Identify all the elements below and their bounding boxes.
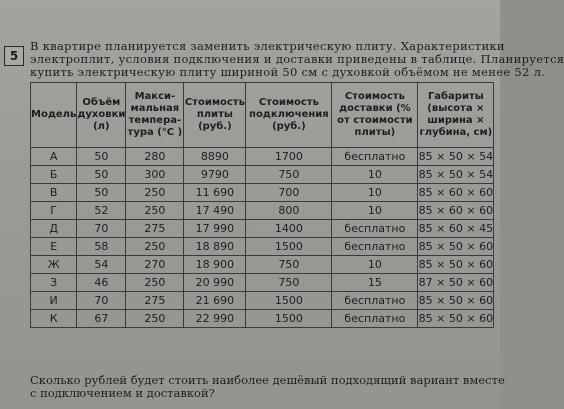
task-number: 5 [4, 46, 24, 66]
cell-connection: 1500 [246, 292, 332, 310]
cell-dimensions: 87 × 50 × 60 [418, 274, 494, 292]
cell-volume: 50 [77, 184, 126, 202]
cell-delivery: 10 [332, 184, 418, 202]
intro-line: В квартире планируется заменить электрическую плиту. Характеристики [30, 39, 505, 53]
cell-model: Д [31, 220, 77, 238]
cell-temperature: 270 [126, 256, 184, 274]
header-volume: Объём духовки (л) [77, 83, 126, 148]
cell-dimensions: 85 × 60 × 60 [418, 202, 494, 220]
cell-price: 20 990 [184, 274, 246, 292]
cell-delivery: 10 [332, 256, 418, 274]
cell-dimensions: 85 × 60 × 60 [418, 184, 494, 202]
question-line: Сколько рублей будет стоить наиболее дешёвый подходящий вариант вместе [30, 373, 505, 387]
header-temperature: Макси-мальная темпера-тура (°С ) [126, 83, 184, 148]
intro-line: купить электрическую плиту шириной 50 см с духовкой объёмом не менее 52 л. [30, 65, 546, 79]
cell-volume: 54 [77, 256, 126, 274]
header-dimensions: Габариты (высота × ширина × глубина, см) [418, 83, 494, 148]
cell-price: 21 690 [184, 292, 246, 310]
cell-delivery: бесплатно [332, 310, 418, 328]
cell-model: К [31, 310, 77, 328]
cell-delivery: бесплатно [332, 220, 418, 238]
cell-connection: 1700 [246, 148, 332, 166]
header-connection: Стоимость подключения (руб.) [246, 83, 332, 148]
cell-dimensions: 85 × 50 × 54 [418, 166, 494, 184]
header-model: Модель [31, 83, 77, 148]
cell-connection: 1400 [246, 220, 332, 238]
table-row [31, 166, 494, 184]
cell-connection: 750 [246, 274, 332, 292]
cell-delivery: бесплатно [332, 148, 418, 166]
cell-delivery: 15 [332, 274, 418, 292]
table-row [31, 238, 494, 256]
table-row [31, 256, 494, 274]
table-row [31, 274, 494, 292]
task-intro [30, 39, 564, 79]
cell-temperature: 250 [126, 202, 184, 220]
cell-price: 11 690 [184, 184, 246, 202]
cell-price: 17 990 [184, 220, 246, 238]
cell-dimensions: 85 × 50 × 60 [418, 310, 494, 328]
cell-model: И [31, 292, 77, 310]
table-header-row [31, 83, 494, 148]
cell-volume: 50 [77, 166, 126, 184]
cell-dimensions: 85 × 50 × 54 [418, 148, 494, 166]
cell-temperature: 250 [126, 238, 184, 256]
cell-temperature: 250 [126, 310, 184, 328]
cell-model: Е [31, 238, 77, 256]
cell-model: Б [31, 166, 77, 184]
table-row [31, 292, 494, 310]
task-question [30, 373, 505, 400]
cell-connection: 750 [246, 256, 332, 274]
cell-price: 18 890 [184, 238, 246, 256]
table-row [31, 310, 494, 328]
cell-temperature: 250 [126, 184, 184, 202]
cell-price: 8890 [184, 148, 246, 166]
cell-delivery: бесплатно [332, 292, 418, 310]
table-row [31, 220, 494, 238]
cell-delivery: бесплатно [332, 238, 418, 256]
stove-table [30, 82, 494, 328]
cell-volume: 70 [77, 292, 126, 310]
cell-volume: 50 [77, 148, 126, 166]
cell-delivery: 10 [332, 202, 418, 220]
cell-delivery: 10 [332, 166, 418, 184]
intro-line: электроплит, условия подключения и доставки приведены в таблице. Планируется [30, 52, 564, 66]
cell-dimensions: 85 × 50 × 60 [418, 292, 494, 310]
cell-connection: 800 [246, 202, 332, 220]
cell-temperature: 300 [126, 166, 184, 184]
cell-model: А [31, 148, 77, 166]
cell-model: З [31, 274, 77, 292]
cell-connection: 1500 [246, 310, 332, 328]
cell-dimensions: 85 × 50 × 60 [418, 238, 494, 256]
cell-connection: 700 [246, 184, 332, 202]
table-row [31, 202, 494, 220]
cell-volume: 70 [77, 220, 126, 238]
cell-volume: 52 [77, 202, 126, 220]
table-row [31, 148, 494, 166]
cell-connection: 750 [246, 166, 332, 184]
cell-temperature: 275 [126, 292, 184, 310]
cell-temperature: 280 [126, 148, 184, 166]
cell-model: В [31, 184, 77, 202]
table-row [31, 184, 494, 202]
cell-volume: 58 [77, 238, 126, 256]
question-line: с подключением и доставкой? [30, 386, 215, 400]
cell-dimensions: 85 × 50 × 60 [418, 256, 494, 274]
cell-price: 22 990 [184, 310, 246, 328]
cell-volume: 67 [77, 310, 126, 328]
cell-temperature: 250 [126, 274, 184, 292]
header-delivery: Стоимость доставки (% от стоимости плиты) [332, 83, 418, 148]
cell-model: Г [31, 202, 77, 220]
cell-volume: 46 [77, 274, 126, 292]
cell-price: 17 490 [184, 202, 246, 220]
cell-dimensions: 85 × 60 × 45 [418, 220, 494, 238]
cell-price: 9790 [184, 166, 246, 184]
header-price: Стоимость плиты (руб.) [184, 83, 246, 148]
cell-temperature: 275 [126, 220, 184, 238]
cell-price: 18 900 [184, 256, 246, 274]
cell-model: Ж [31, 256, 77, 274]
cell-connection: 1500 [246, 238, 332, 256]
